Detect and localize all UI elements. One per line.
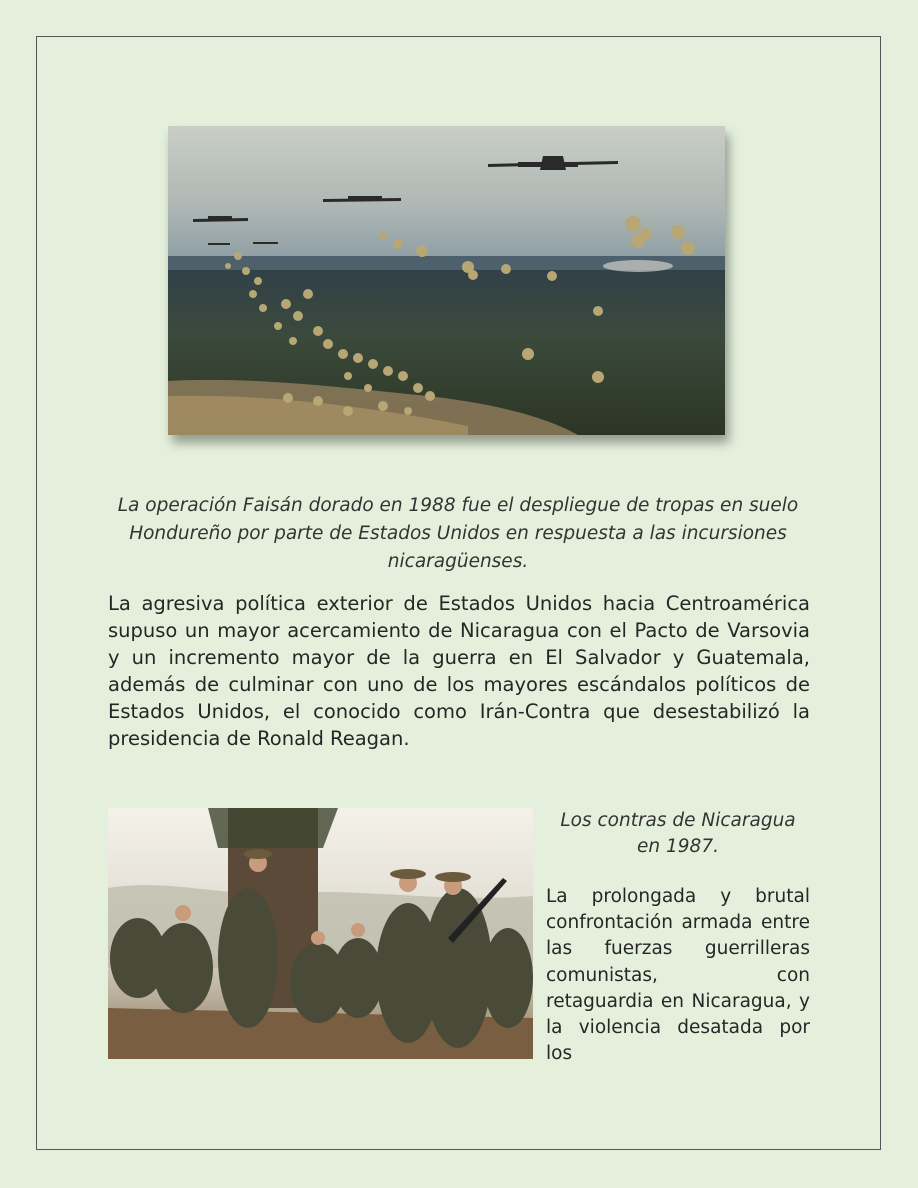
body-paragraph-1: La agresiva política exterior de Estados Unidos hacia Centroamérica supuso un mayor acercamiento de Nicaragua con el Pacto de Varsovia y un incremento mayor de la guerra en El Salvador y Guatemala, además de culminar con uno de los mayores escándalos políticos de Estados Unidos, el conocido como Irán-Contra que desestabilizó la presidencia de Ronald Reagan. (108, 592, 810, 750)
contras-caption: Los contras de Nicaragua en 1987. (560, 810, 796, 857)
contras-photo (108, 808, 533, 1059)
body-paragraph-2: La prolongada y brutal confrontación armada entre las fuerzas guerrilleras comunistas, con retaguardia en Nicaragua, y la violencia desatada por los (546, 886, 810, 1065)
airdrop-photo (168, 126, 725, 435)
airdrop-caption: La operación Faisán dorado en 1988 fue el despliegue de tropas en suelo Hondureño por parte de Estados Unidos en respuesta a las incursiones nicaragüenses. (117, 495, 799, 572)
